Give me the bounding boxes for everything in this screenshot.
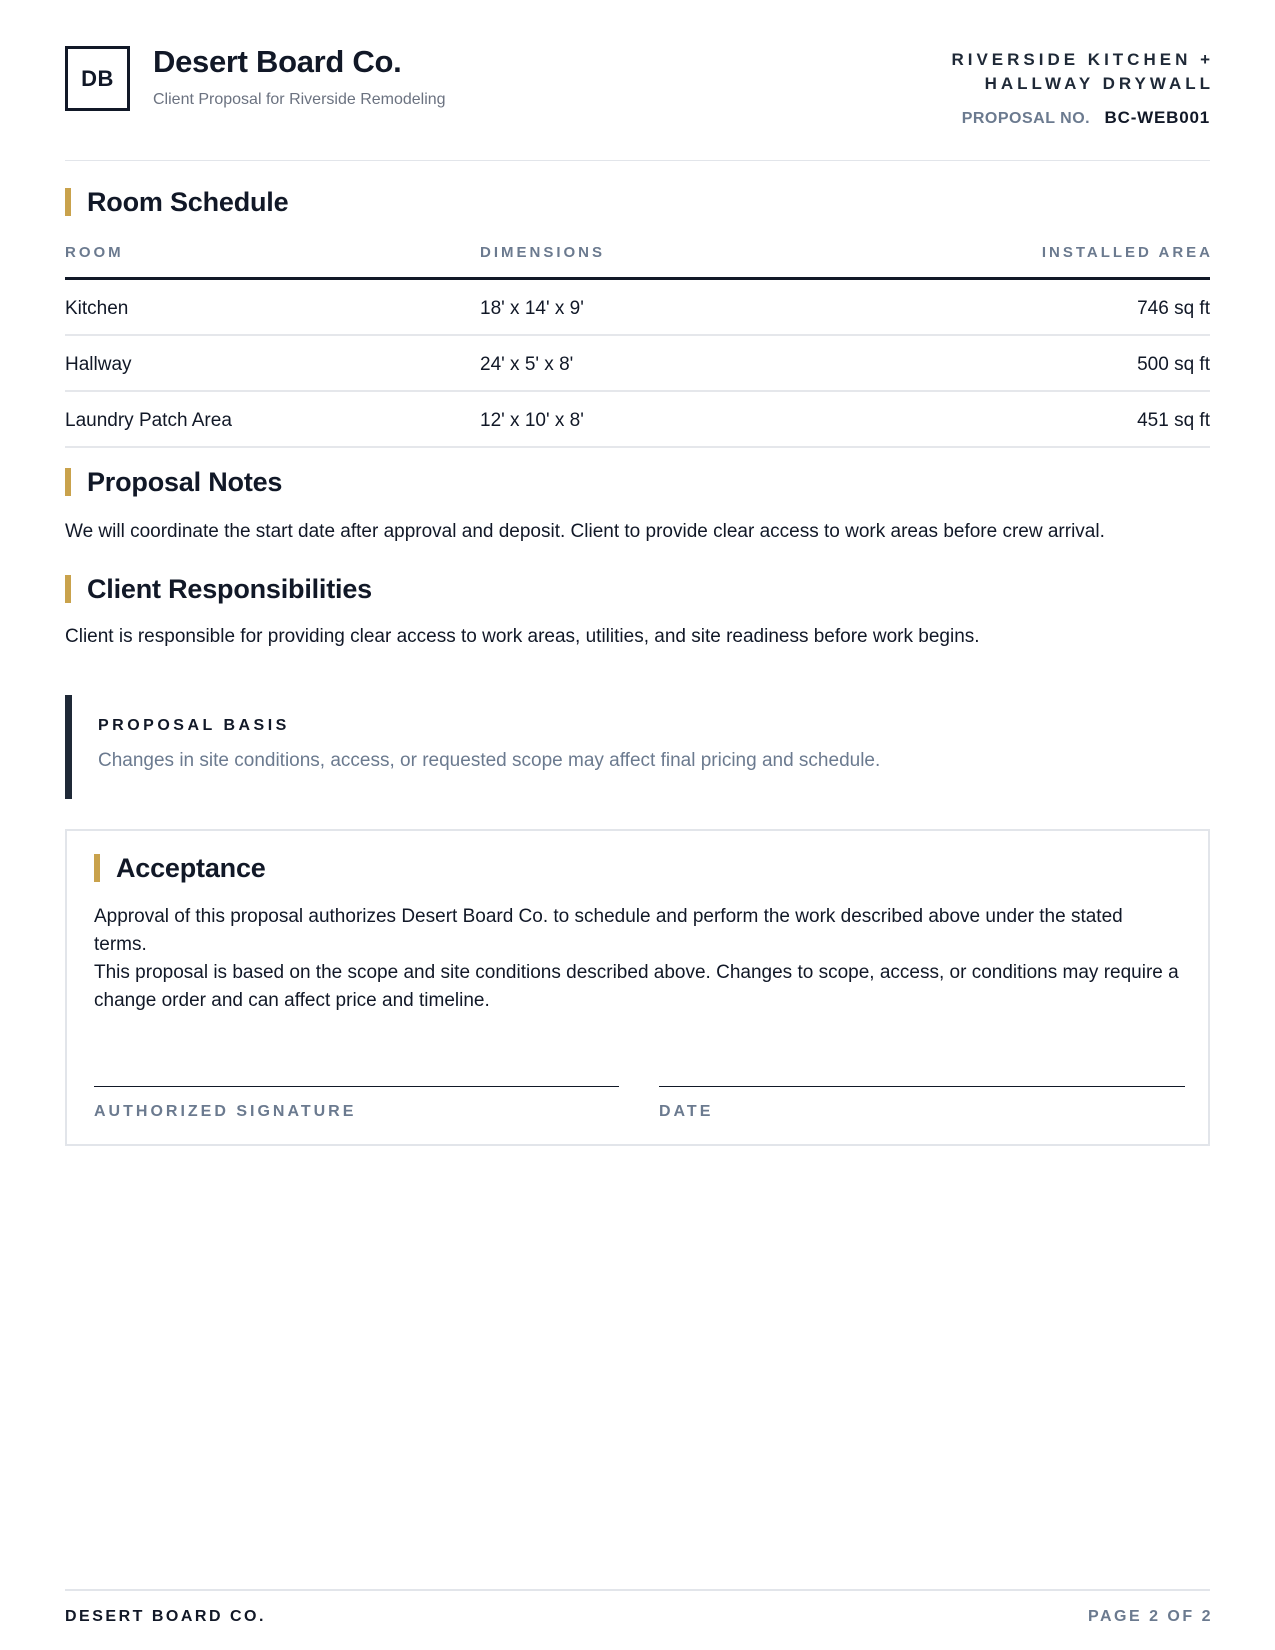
client-responsibilities-text: Client is responsible for providing clear access to work areas, utilities, and site readiness before work begins. — [65, 626, 980, 647]
cell-dimensions: 18' x 14' x 9' — [480, 298, 584, 319]
client-responsibilities-title: Client Responsibilities — [87, 573, 372, 604]
cell-installed-area: 500 sq ft — [1137, 354, 1210, 375]
accent-bar — [65, 188, 71, 216]
column-header-installed-area: INSTALLED AREA — [1041, 244, 1213, 261]
accent-bar — [65, 468, 71, 496]
signature-line[interactable] — [94, 1086, 619, 1087]
acceptance-paragraph-2: This proposal is based on the scope and site conditions described above. Changes to scope, access, or conditions may require a change order and can affect price and timeline. — [94, 962, 1179, 1011]
acceptance-heading — [94, 853, 266, 883]
table-row — [65, 336, 1210, 392]
proposal-basis-label: PROPOSAL BASIS — [98, 717, 290, 734]
signature-label: AUTHORIZED SIGNATURE — [94, 1103, 357, 1120]
proposal-notes-heading — [65, 467, 282, 497]
cell-room: Laundry Patch Area — [65, 410, 232, 431]
table-row — [65, 392, 1210, 448]
page-number: PAGE 2 OF 2 — [1087, 1608, 1213, 1625]
date-label: DATE — [659, 1103, 714, 1120]
company-logo: DB — [65, 46, 130, 111]
page-footer — [65, 1589, 1213, 1629]
document-header — [65, 44, 1214, 161]
cell-installed-area: 451 sq ft — [1137, 410, 1210, 431]
table-row — [65, 280, 1210, 336]
client-responsibilities-heading — [65, 574, 372, 604]
proposal-basis-callout — [65, 695, 1210, 799]
proposal-number-value: BC-WEB001 — [1104, 108, 1210, 127]
cell-room: Kitchen — [65, 298, 129, 319]
proposal-basis-text: Changes in site conditions, access, or requested scope may affect final pricing and schedule. — [98, 750, 881, 771]
cell-installed-area: 746 sq ft — [1137, 298, 1210, 319]
project-title-line-2: HALLWAY DRYWALL — [984, 74, 1214, 93]
proposal-notes-text: We will coordinate the start date after approval and deposit. Client to provide clear access to work areas before crew arrival. — [65, 521, 1105, 542]
company-name: Desert Board Co. — [153, 44, 402, 79]
proposal-page — [65, 0, 1214, 1650]
proposal-number-label: PROPOSAL NO. — [961, 110, 1091, 127]
accent-bar — [94, 854, 100, 882]
acceptance-paragraph-1: Approval of this proposal authorizes Desert Board Co. to schedule and perform the work described above under the stated terms. — [94, 906, 1123, 955]
company-subtitle: Client Proposal for Riverside Remodeling — [153, 91, 446, 108]
project-title-line-1: RIVERSIDE KITCHEN + — [951, 50, 1214, 69]
proposal-number — [962, 108, 1210, 128]
cell-room: Hallway — [65, 354, 132, 375]
room-schedule-heading — [65, 187, 288, 217]
room-schedule-table — [65, 238, 1213, 448]
acceptance-title: Acceptance — [116, 852, 266, 883]
footer-company: DESERT BOARD CO. — [65, 1608, 266, 1625]
date-line[interactable] — [659, 1086, 1185, 1087]
proposal-notes-title: Proposal Notes — [87, 466, 283, 497]
cell-dimensions: 24' x 5' x 8' — [480, 354, 574, 375]
column-header-dimensions: DIMENSIONS — [480, 244, 606, 261]
acceptance-box — [65, 829, 1210, 1146]
acceptance-text — [94, 903, 1179, 1015]
accent-bar — [65, 575, 71, 603]
cell-dimensions: 12' x 10' x 8' — [480, 410, 584, 431]
project-title — [884, 48, 1214, 96]
table-header — [65, 238, 1213, 280]
column-header-room: ROOM — [65, 244, 124, 261]
room-schedule-title: Room Schedule — [87, 186, 289, 217]
